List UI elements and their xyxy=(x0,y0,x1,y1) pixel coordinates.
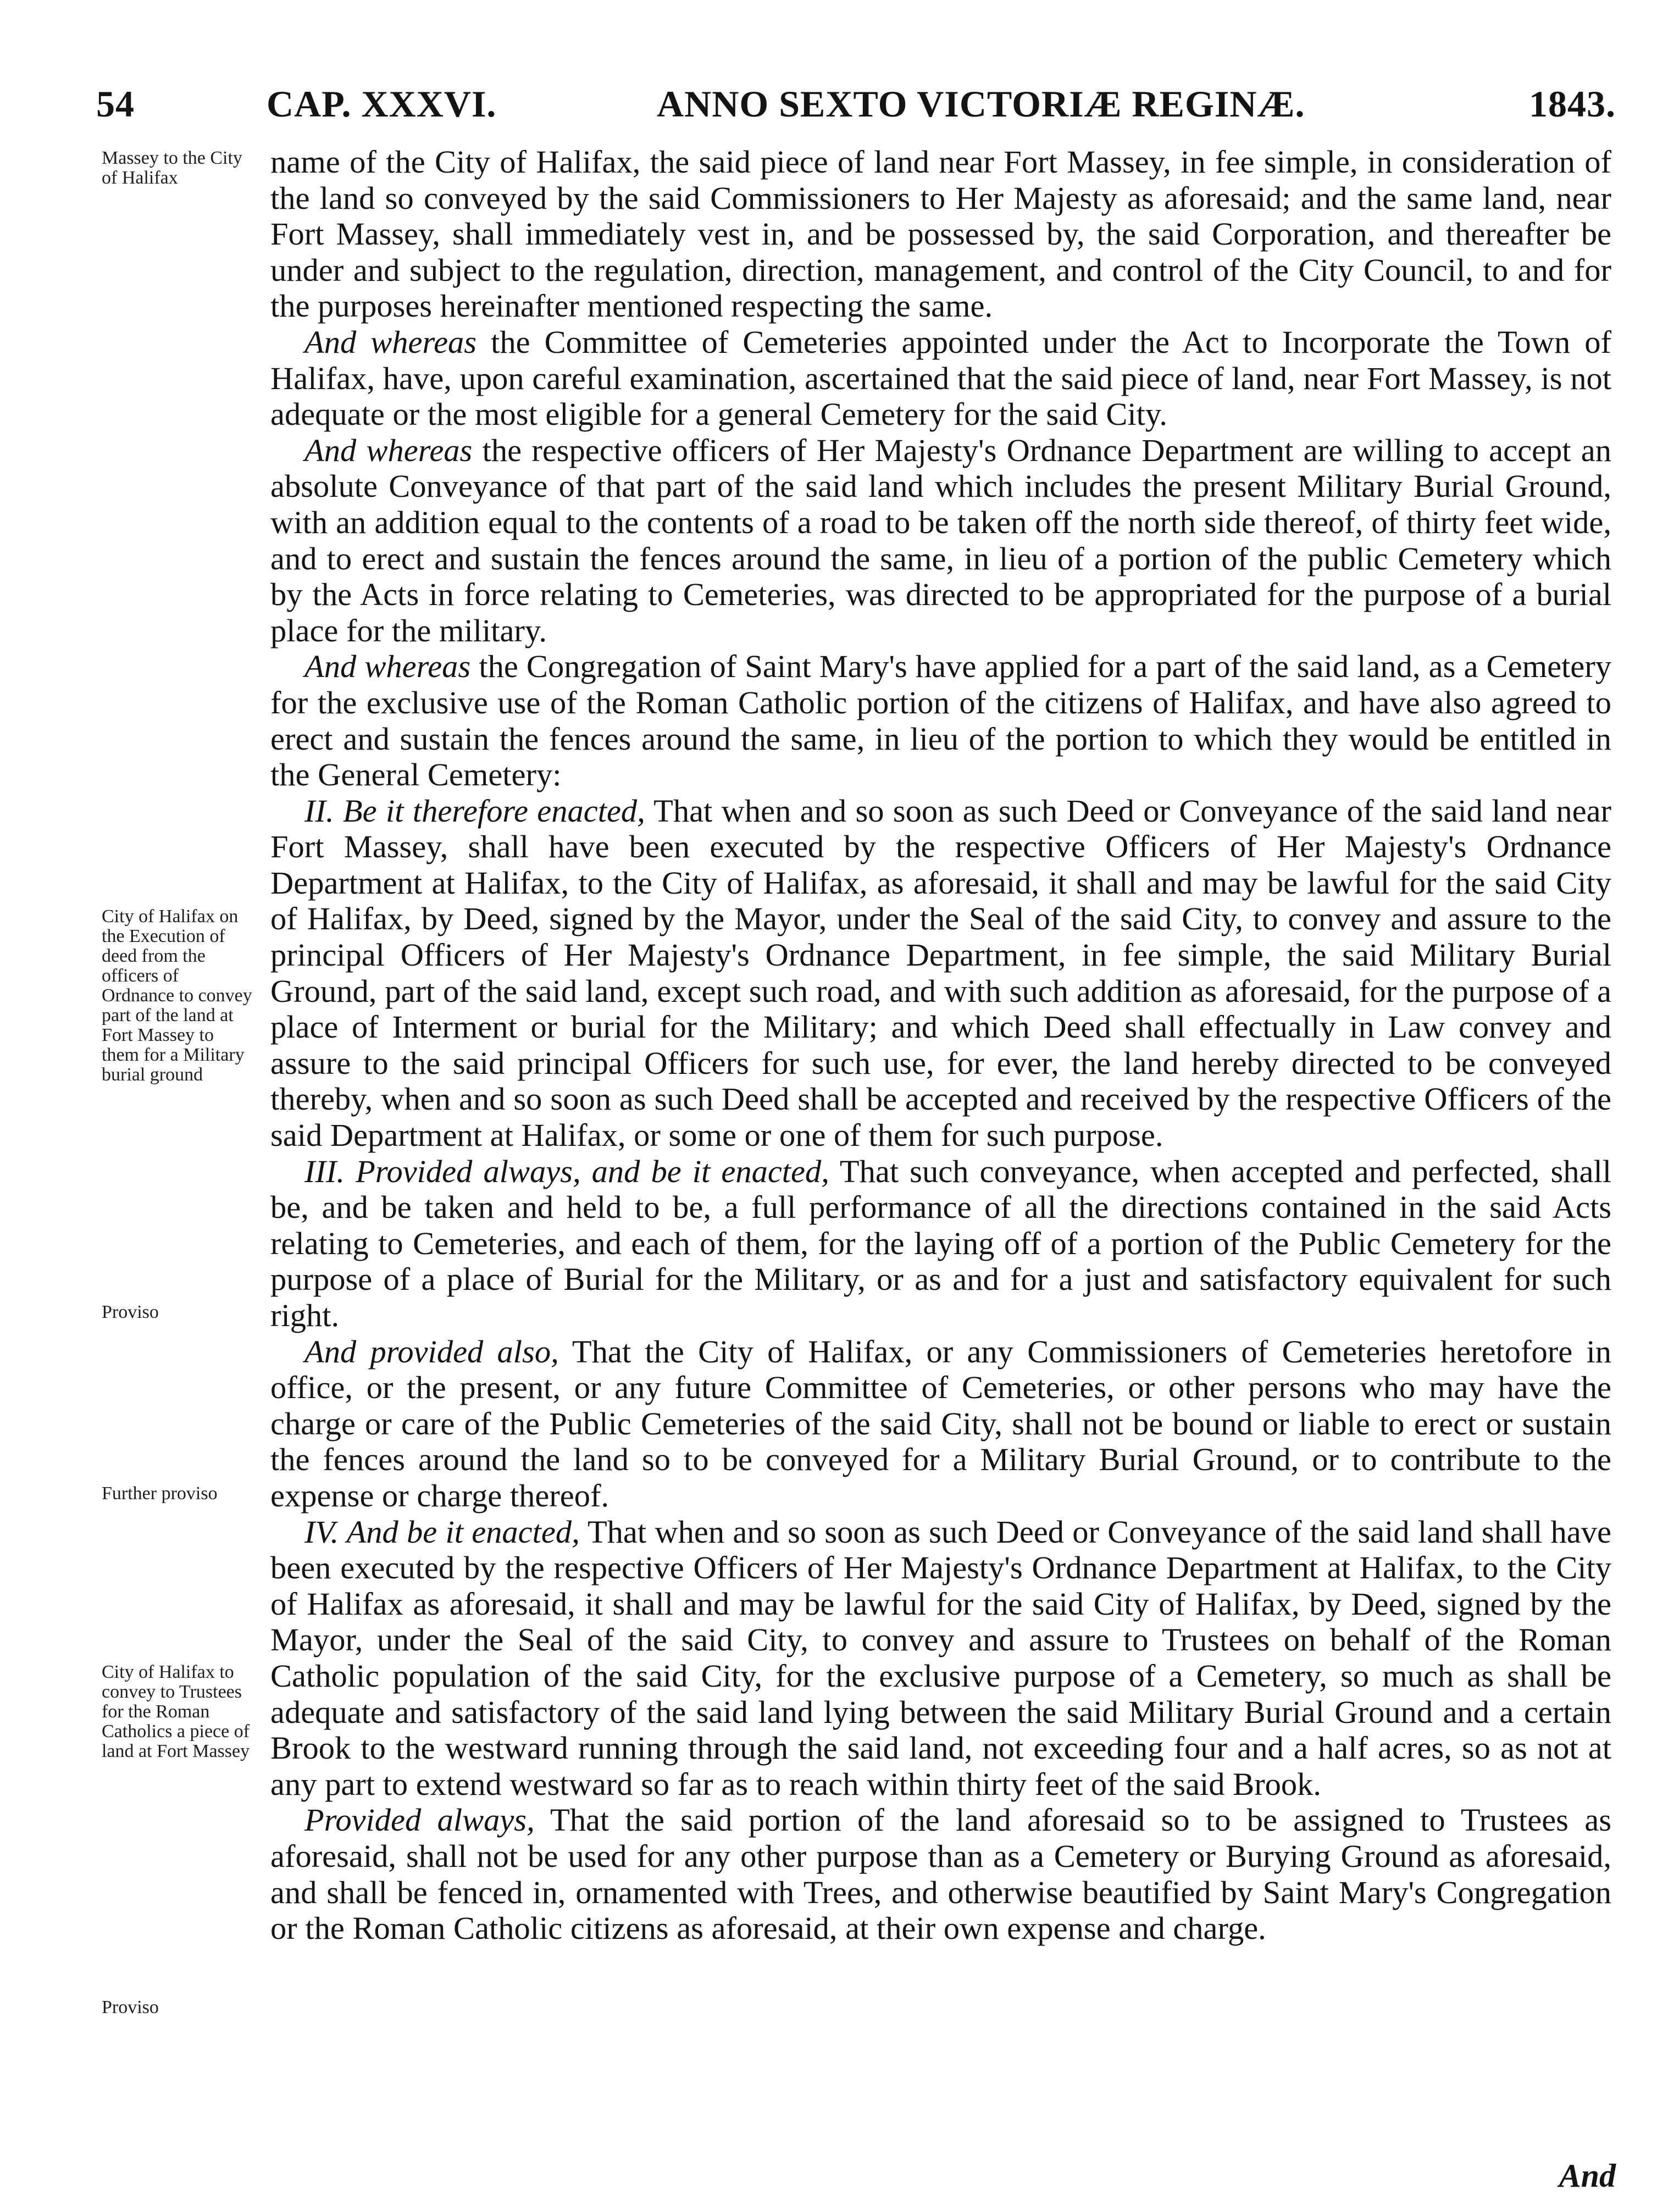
chapter-number: CAP. XXXVI. xyxy=(267,83,497,125)
paragraph: And whereas the respective officers of Her Majesty's Ordnance Department are willing to accept an absolute Conveyance of that part of the said land which includes the present Military Burial Ground, with an addition equal to the contents of a road to be taken off the north side thereof, of thirty feet wide, and to erect and sustain the fences around the same, in lieu of a portion of the public Cemetery which by the Acts in force relating to Cemeteries, was directed to be appropriated for the purpose of a burial place for the military. xyxy=(270,432,1612,648)
catchword: And xyxy=(1559,2158,1616,2194)
paragraph: And whereas the Committee of Cemeteries appointed under the Act to Incorporate the Town of Halifax, have, upon careful examination, ascertained that the said piece of land, near Fort Massey, is not adequate or the most eligible for a general Cemetery for the said City. xyxy=(270,324,1611,433)
year: 1843. xyxy=(1529,83,1616,125)
section-paragraph: III. Provided always, and be it enacted, That such conveyance, when accepted and perfected, shall be, and be taken and held to be, a full performance of all the directions contained in the said Acts relating to Cemeteries, and each of them, for the laying off of a portion of the Public Cemetery for the purpose of a place of Burial for the Military, or as and for a just and satisfactory equivalent for such right. xyxy=(270,1153,1611,1333)
margin-note: Proviso xyxy=(102,1997,159,2017)
margin-note: Massey to the City of Halifax xyxy=(102,148,242,188)
margin-note: City of Halifax on the Execution of deed from the officers of Ordnance to convey part of the land at Fort Massey to them for a Military burial ground xyxy=(102,906,252,1085)
margin-note: City of Halifax to convey to Trustees for the Roman Catholics a piece of land at Fort Massey xyxy=(102,1662,250,1761)
section-paragraph: II. Be it therefore enacted, That when and so soon as such Deed or Conveyance of the said land near Fort Massey, shall have been executed by the respective Officers of Her Majesty's Ordnance Department at Halifax, to the City of Halifax, as aforesaid, it shall and may be lawful for the said City of Halifax, by Deed, signed by the Mayor, under the Seal of the said City, to convey and assure to the principal Officers of Her Majesty's Ordnance Department, in fee simple, the said Military Burial Ground, part of the said land, except such road, and with such addition as aforesaid, for the purpose of a place of Interment or burial for the Military; and which Deed shall effectually in Law convey and assure to the said principal Officers for such use, for ever, the land hereby directed to be conveyed thereby, when and so soon as such Deed shall be accepted and received by the respective Officers of the said Department at Halifax, or some or one of them for such purpose. xyxy=(270,792,1611,1154)
paragraph: And whereas the Congregation of Saint Mary's have applied for a part of the said land, as a Cemetery for the exclusive use of the Roman Catholic portion of the citizens of Halifax, and have also agreed to erect and sustain the fences around the same, in lieu of the portion to which they would be entitled in the General Cemetery: xyxy=(270,648,1612,793)
section-paragraph: IV. And be it enacted, That when and so soon as such Deed or Conveyance of the said land shall have been executed by the respective Officers of Her Majesty's Ordnance Department at Halifax, to the City of Halifax as aforesaid, it shall and may be lawful for the said City of Halifax, by Deed, signed by the Mayor, under the Seal of the said City, to convey and assure to Trustees on behalf of the Roman Catholic population of the said City, for the exclusive purpose of a Cemetery, so much as shall be adequate and satisfactory of the said land lying between the said Military Burial Ground and a certain Brook to the westward running through the said land, not exceeding four and a half acres, so as not at any part to extend westward so far as to reach within thirty feet of the said Brook. xyxy=(270,1514,1611,1802)
body-text xyxy=(270,144,1611,1947)
margin-note: Further proviso xyxy=(102,1483,218,1504)
page-number: 54 xyxy=(96,83,135,125)
margin-note: Proviso xyxy=(102,1302,159,1322)
paragraph: name of the City of Halifax, the said piece of land near Fort Massey, in fee simple, in consideration of the land so conveyed by the said Commissioners to Her Majesty as aforesaid; and the same land, near Fort Massey, shall immediately vest in, and be possessed by, the said Corporation, and thereafter be under and subject to the regulation, direction, management, and control of the City Council, to and for the purposes hereinafter mentioned respecting the same. xyxy=(270,144,1611,324)
paragraph: Provided always, That the said portion of the land aforesaid so to be assigned to Trustees as aforesaid, shall not be used for any other purpose than as a Cemetery or Burying Ground as aforesaid, and shall be fenced in, ornamented with Trees, and otherwise beautified by Saint Mary's Congregation or the Roman Catholic citizens as aforesaid, at their own expense and charge. xyxy=(270,1802,1611,1947)
running-title: ANNO SEXTO VICTORIÆ REGINÆ. xyxy=(657,83,1305,125)
running-header xyxy=(96,82,1616,148)
paragraph: And provided also, That the City of Halifax, or any Commissioners of Cemeteries heretofore in office, or the present, or any future Committee of Cemeteries, or other persons who may have the charge or care of the Public Cemeteries of the said City, shall not be bound or liable to erect or sustain the fences around the land so to be conveyed for a Military Burial Ground, or to contribute to the expense or charge thereof. xyxy=(270,1333,1611,1514)
